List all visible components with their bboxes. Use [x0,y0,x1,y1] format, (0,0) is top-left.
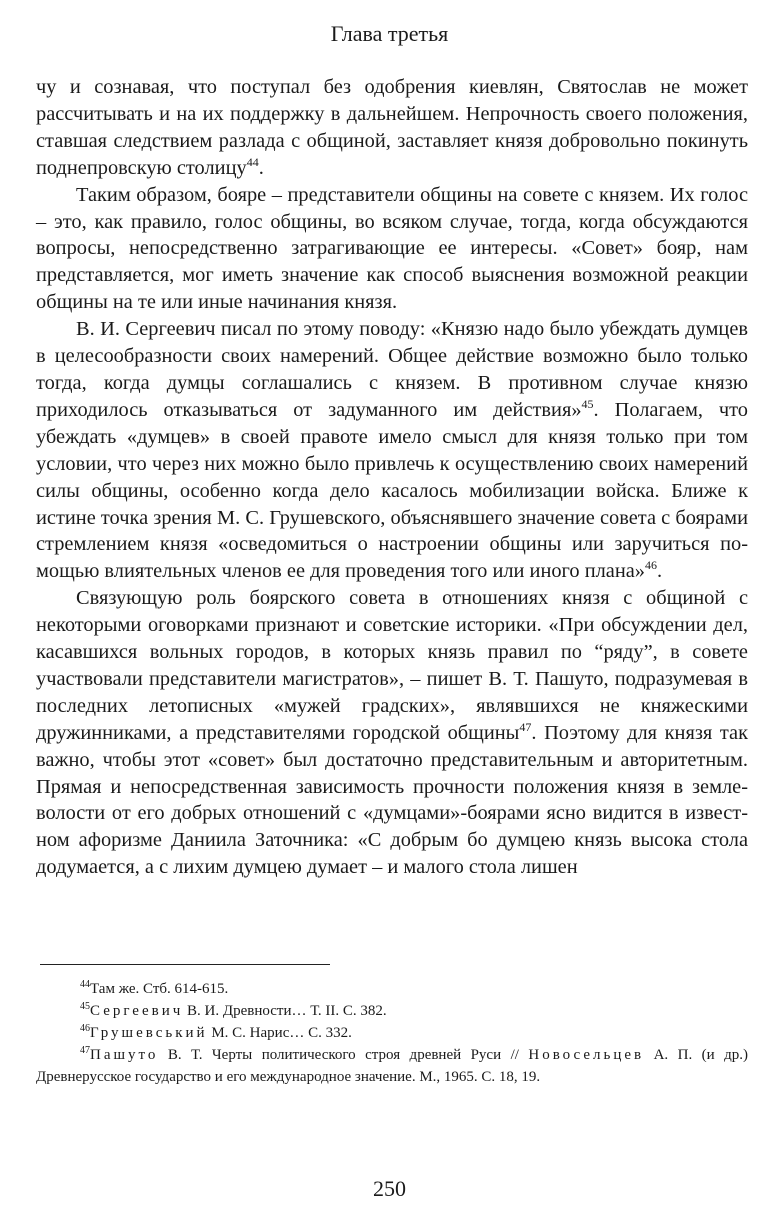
footnote-ref-44[interactable]: 44 [246,154,259,169]
footnote-text: Там же. Стб. 614-615. [90,981,229,997]
main-text [36,74,748,881]
footnote-ref-45[interactable]: 45 [581,397,594,412]
paragraph-3-text-b: . Полагаем, что убеждать «думцев» в своей правоте имело смысл для князя только при том условии, что через них можно было привлечь к осуществлению своих намерений силы общины, особенно когда дело касалось мобилизации войска. Ближе к истине точка зрения М. С. Грушевского, объяснявшего значение совета с боярами стремлением князя «осведомиться о настроении общины или заручиться помощью влиятельных членов ее для проведения того или иного плана» [36,398,749,583]
paragraph-2 [36,182,748,317]
footnote-number: 44 [80,979,90,990]
footnote-46 [36,1022,748,1044]
paragraph-3 [36,316,748,585]
footnote-44 [36,978,748,1000]
footnote-text: В. Т. Черты политического строя древней Руси // [158,1047,529,1063]
footnote-47 [36,1044,748,1088]
paragraph-4-text-a: Связующую роль боярского совета в отношениях князя с общиной с некоторыми оговорками признают и советские историки. «При обсуждении дел, касавшихся вольных городов, в которых князь правил по “ряду”, в совете участвовали представители магистратов», – пишет В. Т. Пашуто, подразумевая в последних летописных «мужей градских», являвшихся не княжескими дружинниками, а представителями городской общины [36,587,748,744]
paragraph-1-text: чу и сознавая, что поступал без одобрения киевлян, Святослав не может рассчитывать и на их поддержку в дальнейшем. Непрочность своего положения, ставшая следствием разлада с общиной, заставляет князя добровольно покинуть поднепровскую столицу [36,76,748,179]
footnote-45 [36,1000,748,1022]
footnote-ref-47[interactable]: 47 [519,719,532,734]
footnote-number: 47 [80,1045,90,1056]
page-number: 250 [373,1176,406,1201]
footnote-author-2: Новосельцев [528,1047,645,1063]
footnote-text: В. И. Древности… Т. II. С. 382. [183,1003,387,1019]
running-title: Глава третья [330,21,449,46]
footnote-number: 46 [80,1023,90,1034]
paragraph-1-tail: . [258,156,264,179]
footnote-author: Сергеевич [90,1003,184,1019]
footnote-ref-46[interactable]: 46 [645,558,657,573]
paragraph-1 [36,74,748,182]
footnote-text-2: А. П. (и др.) Древнерусское государство и его международное значение. М., 1965. С. 18, 19. [36,1047,748,1085]
footnote-divider [40,964,330,965]
paragraph-2-text: Таким образом, бояре – представители общины на совете с князем. Их голос – это, как правило, голос общины, во всяком случае, тогда, когда обсуждаются вопросы, непосредственно затрагивающие ее интересы. «Совет» бояр, нам представляется, мог иметь значение как способ выяснения возможной реакции общины на те или иные начинания князя. [36,183,748,314]
paragraph-4 [36,585,748,881]
footnote-author: Пашуто [90,1047,159,1063]
paragraph-4-text-b: . Поэтому для князя так важно, чтобы этот «совет» был достаточно представительным и авторитетным. Прямая и непосредственная зависимость прочности положения князя в земле-волости от его добрых отношений с «думцами»-боярами ясно видится в известном афоризме Даниила Заточника: «С добрым бо думцею князь высока стола додумается, а с лихим думцею думает – и малого стола лишен [36,721,748,879]
footnote-number: 45 [80,1001,90,1012]
footnotes [36,978,748,1088]
footnote-author: Грушевський [90,1025,208,1041]
paragraph-3-tail: . [657,560,663,583]
footnote-text: М. С. Нарис… С. 332. [207,1025,352,1041]
paragraph-3-text-a: В. И. Сергеевич писал по этому поводу: «Князю надо было убеждать думцев в целесообразности своих намерений. Общее действие возможно было только тогда, когда думцы соглашались с князем. В противном случае князю приходилось отказываться от задуманного им действия» [36,318,748,421]
